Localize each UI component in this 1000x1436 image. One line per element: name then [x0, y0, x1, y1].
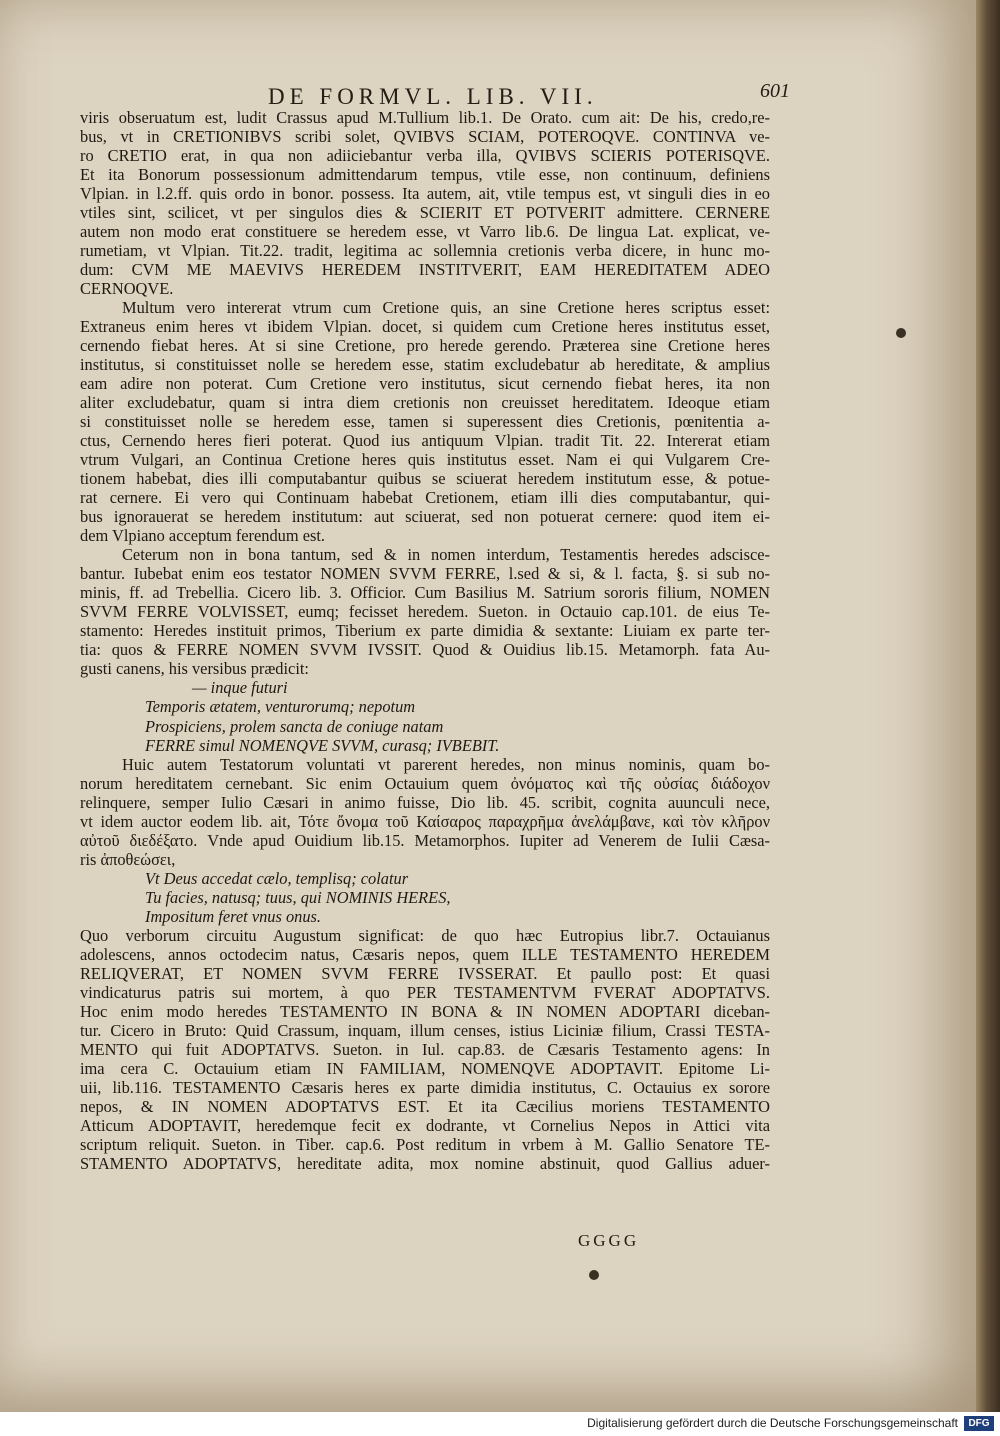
text-line: autem non modo erat constituere se heredem esse, vt Varro lib.6. De lingua Lat. explicat, ve- — [80, 222, 770, 242]
text-line: CERNOQVE. — [80, 279, 174, 299]
text-line: si constituisset nolle se heredem esse, tamen si superessent dies Cretionis, pœnitentia a- — [80, 412, 770, 432]
text-line: Atticum ADOPTAVIT, heredemque fecit ex dodrante, vt Cornelius Nepos in Attici vita — [80, 1115, 770, 1135]
text-line: ris ἀποθεώσει, — [80, 849, 176, 869]
text-line: nepos, & IN NOMEN ADOPTATVS EST. Et ita Cæcilius moriens TESTAMENTO — [80, 1096, 770, 1116]
text-line: rumetiam, vt Vlpian. Tit.22. tradit, legitima ac sollemnia cretionis verba dicere, in hunc mo- — [80, 241, 770, 261]
text-line: aliter excludebatur, quam si intra diem cretionis non creuisset hereditatem. Ideoque etiam — [80, 393, 770, 413]
text-line: minis, ff. ad Trebellia. Cicero lib. 3. Officior. Cum Basilius M. Satrium sororis filium, NOMEN — [80, 583, 770, 603]
text-line: RELIQVERAT, ET NOMEN SVVM FERRE IVSSERAT. Et paullo post: Et quasi — [80, 963, 770, 983]
running-head: DE FORMVL. LIB. VII. — [268, 84, 598, 109]
text-line: Vlpian. in l.2.ff. quis ordo in bonor. possess. Ita autem, ait, vtile tempus est, vt singuli dies in eo — [80, 184, 770, 204]
text-line: vtiles sint, scilicet, vt per singulos dies & SCIERIT ET POTVERIT admittere. CERNERE — [80, 203, 770, 223]
text-line: gusti canens, his versibus prædicit: — [80, 659, 309, 679]
text-line: Impositum feret vnus onus. — [145, 906, 322, 926]
text-line: Tu facies, natusq; tuus, qui NOMINIS HERES, — [145, 887, 451, 907]
body-text — [80, 108, 770, 1173]
text-line: relinquere, semper Iulio Cæsari in animo fuisse, Dio lib. 45. scribit, cognita auunculi nece, — [80, 792, 770, 812]
text-line: Multum vero intererat vtrum cum Cretione quis, an sine Cretione heres scriptus esset: — [122, 298, 770, 318]
text-line: STAMENTO ADOPTATVS, hereditate adita, mox nomine abstinuit, quod Gallius aduer- — [80, 1153, 770, 1173]
catchword: GGGG — [578, 1231, 640, 1250]
text-line: Quo verborum circuitu Augustum significat: de quo hæc Eutropius libr.7. Octauianus — [80, 925, 770, 945]
text-line: Vt Deus accedat cælo, templisq; colatur — [145, 868, 409, 888]
text-line: — inque futuri — [192, 678, 288, 698]
text-line: Huic autem Testatorum voluntati vt parerent heredes, non minus nominis, quam bo- — [122, 754, 770, 774]
text-line: Prospiciens, prolem sancta de coniuge natam — [145, 716, 444, 736]
text-line: eam adire non poterat. Cum Cretione vero institutus, sicut cernendo fiebat heres, ita non — [80, 374, 770, 394]
text-line: tia: quos & FERRE NOMEN SVVM IVSSIT. Quod & Ouidius lib.15. Metamorph. fata Au- — [80, 640, 770, 660]
text-line: tionem habebat, dies illi computabantur quibus se sciuerat heredem institutum esse, & potue- — [80, 469, 770, 489]
text-line: bus ignorauerat se heredem institutum: aut sciuerat, sed non potuerat cernere: quod item ei- — [80, 507, 770, 527]
footer-bar — [0, 1412, 1000, 1436]
text-line: FERRE simul NOMENQVE SVVM, curasq; IVBEBIT. — [145, 735, 500, 755]
text-line: ctus, Cernendo heres fieri poterat. Quod ius antiquum Vlpian. tradit Tit. 22. Intererat etiam — [80, 431, 770, 451]
text-line: SVVM FERRE VOLVISSET, eumq; fecisset heredem. Sueton. in Octauio cap.101. de eius Te- — [80, 602, 770, 622]
text-line: Temporis ætatem, venturorumq; nepotum — [145, 697, 416, 717]
text-line: tur. Cicero in Bruto: Quid Crassum, inquam, illum censes, istius Liciniæ filium, Crassi TESTA- — [80, 1020, 770, 1040]
text-line: cernendo fiebat heres. At si sine Cretione, pro herede gerendo. Præterea sine Cretione heres — [80, 336, 770, 356]
text-line: MENTO qui fuit ADOPTATVS. Sueton. in Iul. cap.83. de Cæsaris Testamento agens: In — [80, 1039, 770, 1059]
text-line: vt idem auctor eodem lib. ait, Τότε ὄνομα τοῦ Καίσαρος παραχρῆμα ἀνελάμβανε, καὶ τὸν κλῆρον — [80, 811, 770, 831]
binding-hole-bottom — [589, 1270, 599, 1280]
book-spine — [976, 0, 1000, 1412]
text-line: ima cera C. Octauium etiam IN FAMILIAM, NOMENQVE ADOPTAVIT. Epitome Li- — [80, 1058, 770, 1078]
dfg-logo: DFG — [964, 1416, 994, 1431]
text-line: institutus, si constituisset nolle se heredem esse, statim excludebatur ab hereditate, & amplius — [80, 355, 770, 375]
text-line: norum hereditatem cernebant. Sic enim Octauium quem ὀνόματος καὶ τῆς οὐσίας διάδοχον — [80, 773, 770, 793]
text-line: adolescens, annos octodecim natus, Cæsaris nepos, quem ILLE TESTAMENTO HEREDEM — [80, 944, 770, 964]
binding-hole-right — [896, 328, 906, 338]
text-line: vindicaturus patris sui mortem, à quo PER TESTAMENTVM FVERAT ADOPTATVS. — [80, 982, 770, 1002]
text-line: dum: CVM ME MAEVIVS HEREDEM INSTITVERIT, EAM HEREDITATEM ADEO — [80, 260, 770, 280]
text-line: Extraneus enim heres vt ibidem Vlpian. docet, si quidem cum Cretione heres institutus esset, — [80, 317, 770, 337]
text-line: rat cernere. Ei vero qui Continuam habebat Cretionem, etiam illi dies computabantur, qui- — [80, 488, 770, 508]
text-line: uii, lib.116. TESTAMENTO Cæsaris heres ex parte dimidia institutus, C. Octauius ex sorore — [80, 1077, 770, 1097]
text-line: αὐτοῦ διεδέξατο. Vnde apud Ouidium lib.15. Metamorphos. Iupiter ad Venerem de Iulii Cæsa- — [80, 830, 770, 850]
text-line: dem Vlpiano acceptum ferendum est. — [80, 526, 326, 546]
text-line: Hoc enim modo heredes TESTAMENTO IN BONA & IN NOMEN ADOPTARI diceban- — [80, 1001, 770, 1021]
page-number: 601 — [760, 80, 790, 102]
text-line: bus, vt in CRETIONIBVS scribi solet, QVIBVS SCIAM, POTEROQVE. CONTINVA ve- — [80, 127, 770, 147]
text-line: Ceterum non in bona tantum, sed & in nomen interdum, Testamentis heredes adscisce- — [122, 545, 770, 565]
text-line: vtrum Vulgari, an Continua Cretione heres quis institutus esset. Nam ei qui Vulgarem Cre- — [80, 450, 770, 470]
text-line: stamento: Heredes instituit primos, Tiberium ex parte dimidia & sextante: Liuiam ex parte ter- — [80, 621, 770, 641]
text-line: bantur. Iubebat enim eos testator NOMEN SVVM FERRE, l.sed & si, & l. facta, §. si sub no- — [80, 564, 770, 584]
text-line: Et ita Bonorum possessionum admittendarum tempus, vtile esse, non continuum, definiens — [80, 165, 770, 185]
funding-notice: Digitalisierung gefördert durch die Deutsche Forschungsgemeinschaft — [587, 1416, 958, 1430]
text-line: viris obseruatum est, ludit Crassus apud M.Tullium lib.1. De Orato. cum ait: De his, credo,re- — [80, 108, 770, 127]
text-line: scriptum reliquit. Sueton. in Tiber. cap.6. Post reditum in vrbem à M. Gallio Senatore TE- — [80, 1134, 770, 1154]
text-line: ro CRETIO erat, in qua non adiiciebantur verba illa, QVIBVS SCIERIS POTERISQVE. — [80, 146, 770, 166]
